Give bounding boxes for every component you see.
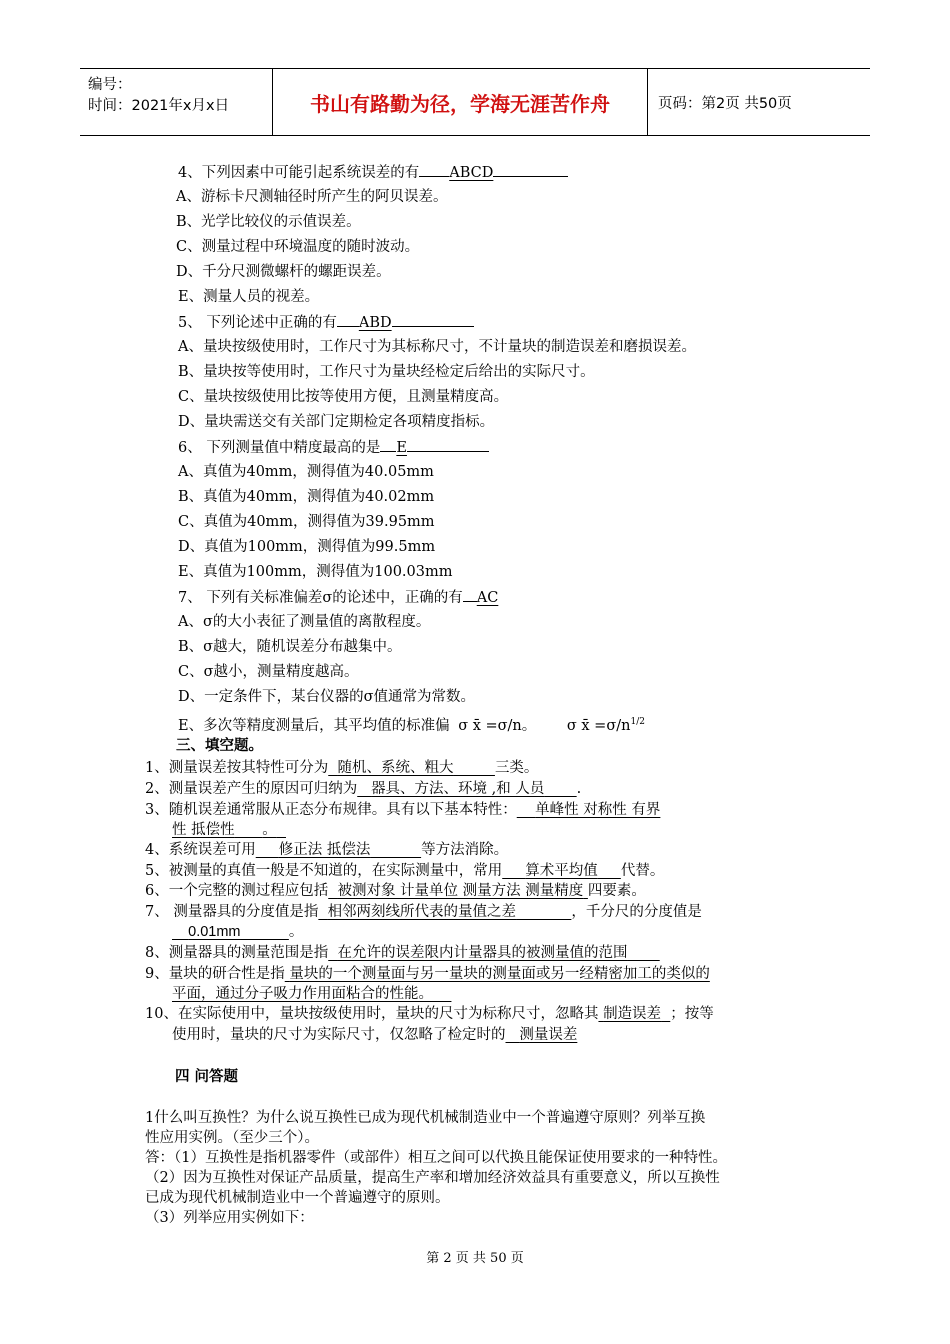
- fill-item-7-cont: [172, 922, 303, 942]
- q4-option-b: B、光学比较仪的示值误差。: [176, 214, 361, 230]
- q5-option-b: B、量块按等使用时，工作尺寸为量块经检定后给出的实际尺寸。: [178, 364, 595, 380]
- q6-option-e: E、真值为100mm，测得值为100.03mm: [178, 564, 453, 580]
- fill-item-10-cont: [172, 1025, 577, 1045]
- fill-4-answer: [256, 842, 421, 858]
- fill-1-post: 三类。: [494, 760, 539, 776]
- fill-item-6: [145, 881, 646, 901]
- q5-stem: [178, 312, 474, 333]
- fill-1-answer: [328, 760, 495, 776]
- q7-option-e: [178, 712, 645, 736]
- fill-5-answer-text: 算术平均值: [525, 863, 598, 879]
- fill-2-pre: 2、测量误差产生的原因可归纳为: [145, 781, 358, 797]
- fill-5-pre: 5、被测量的真值一般是不知道的，在实际测量中，常用: [145, 863, 503, 879]
- fill-10-post: ；按等: [670, 1006, 714, 1022]
- q7-formula-2-exponent: 1/2: [630, 717, 645, 727]
- q4-stem-text: 4、下列因素中可能引起系统误差的有: [178, 165, 420, 181]
- fill-3-cont-answer-text: 性 抵偿性: [172, 822, 235, 838]
- fill-item-5: [145, 861, 664, 881]
- fill-10-cont-pre: 使用时，量块的尺寸为实际尺寸，仅忽略了检定时的: [172, 1027, 506, 1043]
- q6-option-b: B、真值为40mm，测得值为40.02mm: [178, 489, 435, 505]
- fill-8-answer-text: 在允许的误差限内计量器具的被测量值的范围: [337, 945, 628, 961]
- fill-7-answer: [318, 904, 571, 920]
- fill-9-answer: [285, 966, 710, 982]
- fill-1-pre: 1、测量误差按其特性可分为: [145, 760, 329, 776]
- fill-item-4: [145, 840, 508, 860]
- fill-7-cont-answer: [172, 924, 289, 940]
- q4-option-d: D、千分尺测微螺杆的螺距误差。: [176, 264, 391, 280]
- fill-7-post: ，千分尺的分度值是: [571, 904, 702, 920]
- q7-answer: AC: [476, 590, 499, 606]
- section3-title: 三、填空题。: [176, 738, 263, 754]
- fill-4-post: 等方法消除。: [421, 842, 509, 858]
- fill-item-1: [145, 758, 538, 778]
- fill-item-9-cont: [172, 984, 451, 1004]
- q5-answer: ABD: [358, 315, 392, 331]
- fill-4-pre: 4、系统误差可用: [145, 842, 256, 858]
- fill-2-post: .: [576, 781, 582, 797]
- q7-stem-text: 7、 下列有关标准偏差σ的论述中，正确的有: [178, 590, 463, 606]
- fill-3-answer-text: 单峰性 对称性 有界: [535, 802, 661, 818]
- fill-7-cont-answer-text: 0.01mm: [188, 924, 241, 940]
- fill-7-pre: 7、 测量器具的分度值是指: [145, 904, 319, 920]
- q4-answer: ABCD: [449, 165, 494, 181]
- fill-10-cont-answer: [506, 1027, 578, 1043]
- q6-option-c: C、真值为40mm，测得值为39.95mm: [178, 514, 435, 530]
- section4-title: 四 问答题: [175, 1069, 239, 1085]
- fill-10-answer-text: 制造误差: [603, 1006, 662, 1022]
- fill-item-7: [145, 902, 702, 922]
- q5-option-c: C、量块按级使用比按等使用方便，且测量精度高。: [178, 389, 509, 405]
- q7-option-b: B、σ越大，随机误差分布越集中。: [178, 639, 402, 655]
- number-label: 编号：: [88, 77, 132, 93]
- qa1-answer-line2: （2）因为互换性对保证产品质量，提高生产率和增加经济效益具有重要意义，所以互换性: [145, 1170, 720, 1186]
- q7-formula-2-text: σ x̄ =σ/n: [566, 717, 631, 734]
- q7-option-d: D、一定条件下，某台仪器的σ值通常为常数。: [178, 689, 476, 705]
- q7-option-e-text: E、多次等精度测量后，其平均值的标准偏: [178, 717, 450, 734]
- fill-9-answer-text: 量块的一个测量面与另一量块的测量面或另一经精密加工的类似的: [289, 966, 710, 982]
- fill-3-answer: [517, 802, 661, 818]
- page-footer: 第 2 页 共 50 页: [426, 1251, 524, 1266]
- fill-6-answer: [328, 883, 588, 899]
- fill-item-3-cont: [172, 820, 286, 840]
- qa1-answer-line4: （3）列举应用实例如下：: [145, 1210, 314, 1226]
- fill-1-answer-text: 随机、系统、粗大: [337, 760, 454, 776]
- q6-stem: [178, 437, 489, 458]
- q7-formula-1: σ x̄ =σ/n。: [458, 717, 537, 734]
- q7-option-a: A、σ的大小表征了测量值的离散程度。: [178, 614, 431, 630]
- fill-3-cont-answer: [172, 822, 286, 838]
- fill-item-9: [145, 964, 710, 984]
- fill-item-3: [145, 800, 660, 820]
- fill-item-10: [145, 1004, 714, 1024]
- fill-10-answer: [598, 1006, 670, 1022]
- qa1-answer-line1: 答：（1）互换性是指机器零件（或部件）相互之间可以代换且能保证使用要求的一种特性。: [145, 1150, 727, 1166]
- time-label: 时间：2021年x月x日: [88, 98, 230, 114]
- fill-3-pre: 3、随机误差通常服从正态分布规律。具有以下基本特性：: [145, 802, 517, 818]
- q7-stem: [178, 587, 498, 608]
- fill-6-answer-text: 被测对象 计量单位 测量方法 测量精度: [337, 883, 584, 899]
- header-page-info: 页码：第2页 共50页: [658, 95, 792, 112]
- fill-4-answer-text: 修正法 抵偿法: [278, 842, 371, 858]
- fill-2-answer: [357, 781, 576, 797]
- header-motto: 书山有路勤为径，学海无涯苦作舟: [273, 69, 648, 135]
- fill-6-pre: 6、一个完整的测过程应包括: [145, 883, 329, 899]
- fill-item-2: [145, 779, 581, 799]
- q6-option-a: A、真值为40mm，测得值为40.05mm: [178, 464, 434, 480]
- fill-5-answer: [502, 863, 621, 879]
- q5-option-a: A、量块按级使用时，工作尺寸为其标称尺寸，不计量块的制造误差和磨损误差。: [178, 339, 696, 355]
- fill-8-answer: [328, 945, 659, 961]
- q4-stem: [178, 162, 568, 183]
- fill-9-cont-answer-text: 平面，通过分子吸力作用面粘合的性能。: [172, 986, 433, 1002]
- qa1-answer-line3: 已成为现代机械制造业中一个普遍遵守的原则。: [145, 1190, 450, 1206]
- q4-option-c: C、测量过程中环境温度的随时波动。: [176, 239, 420, 255]
- fill-6-post: 四要素。: [587, 883, 646, 899]
- q5-option-d: D、量块需送交有关部门定期检定各项精度指标。: [178, 414, 495, 430]
- fill-item-8: [145, 943, 660, 963]
- q5-stem-text: 5、 下列论述中正确的有: [178, 315, 337, 331]
- q6-option-d: D、真值为100mm，测得值为99.5mm: [178, 539, 436, 555]
- fill-10-cont-answer-text: 测量误差: [519, 1027, 578, 1043]
- q6-answer: E: [396, 440, 407, 456]
- fill-8-pre: 8、测量器具的测量范围是指: [145, 945, 329, 961]
- fill-9-pre: 9、量块的研合性是指: [145, 966, 285, 982]
- q7-option-c: C、σ越小，测量精度越高。: [178, 664, 359, 680]
- page-header: [80, 68, 870, 136]
- fill-7-cont-post: 。: [288, 924, 304, 940]
- fill-10-pre: 10、在实际使用中，量块按级使用时，量块的尺寸为标称尺寸，忽略其: [145, 1006, 599, 1022]
- fill-2-answer-text: 器具、方法、环境 ,和 人员: [371, 781, 545, 797]
- header-meta: [80, 69, 273, 135]
- fill-9-cont-answer: [172, 986, 451, 1002]
- qa1-question-line2: 性应用实例。（至少三个）。: [145, 1130, 319, 1146]
- fill-5-post: 代替。: [620, 863, 665, 879]
- q7-formula-2: [567, 718, 645, 734]
- q4-option-a: A、游标卡尺测轴径时所产生的阿贝误差。: [176, 189, 448, 205]
- fill-7-answer-text: 相邻两刻线所代表的量值之差: [327, 904, 517, 920]
- q6-stem-text: 6、 下列测量值中精度最高的是: [178, 440, 381, 456]
- q4-option-e: E、测量人员的视差。: [178, 289, 320, 305]
- fill-3-cont-post: 。: [262, 822, 277, 838]
- qa1-question-line1: 1什么叫互换性？为什么说互换性已成为现代机械制造业中一个普遍遵守原则？列举互换: [145, 1110, 706, 1126]
